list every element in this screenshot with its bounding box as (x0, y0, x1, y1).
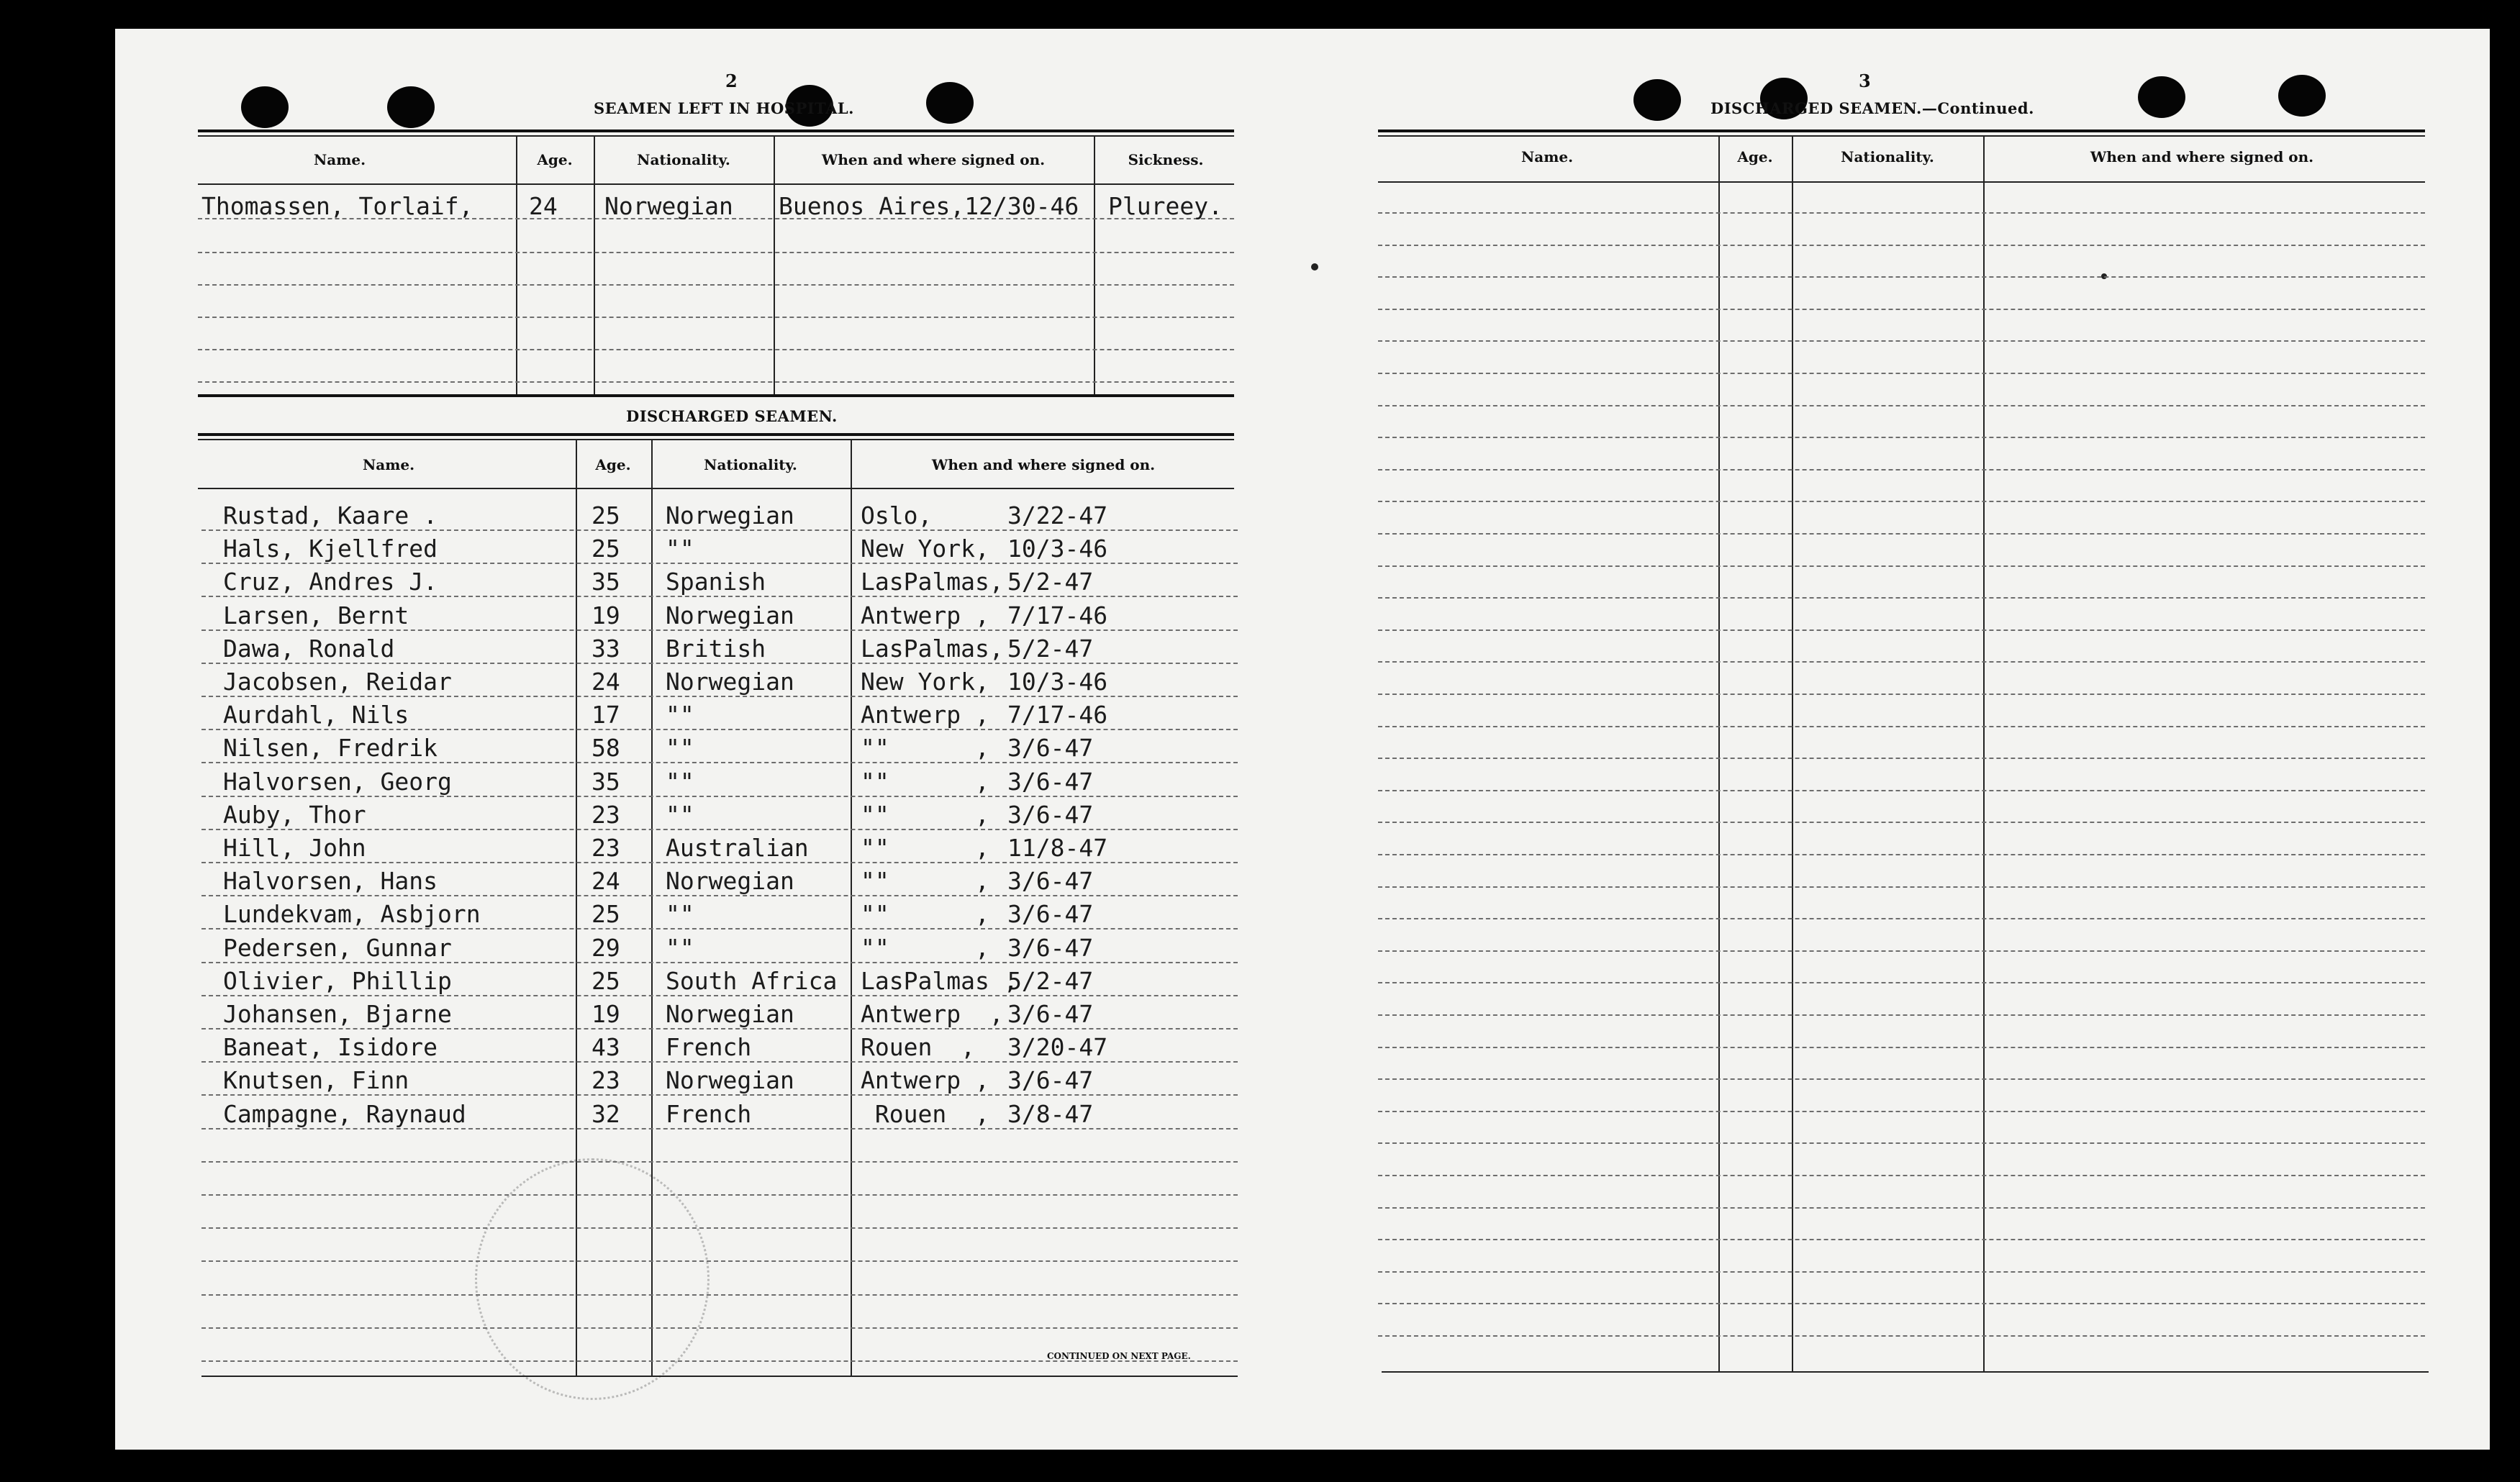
discharged-header-age: Age. (595, 456, 631, 473)
hospital-header-name: Name. (313, 151, 366, 168)
seaman-signed-place: Antwerp , (861, 1000, 1004, 1028)
seaman-signed-place: Antwerp , (861, 601, 989, 629)
seaman-signed-date: 7/17-46 (1007, 701, 1108, 729)
hospital-row-sickness: Plureey. (1108, 192, 1223, 220)
page-number-right: 3 (1859, 71, 1871, 91)
rule (1378, 129, 2425, 132)
seaman-signed-place: "" , (861, 834, 989, 862)
binder-hole (241, 86, 289, 128)
binder-hole (926, 82, 974, 124)
hospital-header-sickness: Sickness. (1128, 151, 1204, 168)
seaman-nationality: Norwegian (666, 668, 794, 696)
col-divider (1094, 137, 1095, 394)
row-line (201, 1194, 1238, 1196)
row-line (1378, 533, 2425, 535)
seaman-name: Lundekvam, Asbjorn (223, 900, 481, 928)
rule (198, 439, 1234, 440)
col-divider (1792, 137, 1793, 1373)
seaman-signed-place: "" , (861, 867, 989, 895)
row-line (201, 895, 1238, 896)
continued-header-signed-on: When and where signed on. (2090, 148, 2314, 165)
seaman-age: 23 (592, 801, 620, 829)
seaman-signed-place: "" , (861, 768, 989, 796)
continued-note: CONTINUED ON NEXT PAGE. (1047, 1351, 1191, 1361)
hospital-row-signed-on: Buenos Aires,12/30-46 (779, 192, 1079, 220)
seaman-nationality: Spanish (666, 568, 766, 596)
row-line (201, 529, 1238, 531)
row-line (1378, 405, 2425, 406)
row-line (1378, 694, 2425, 695)
row-line (1378, 790, 2425, 791)
row-line (1378, 565, 2425, 567)
hospital-header-nationality: Nationality. (637, 151, 730, 168)
seaman-signed-date: 3/6-47 (1007, 768, 1094, 796)
hospital-section-title: SEAMEN LEFT IN HOSPITAL. (594, 99, 854, 117)
row-line (201, 663, 1238, 664)
seaman-age: 23 (592, 834, 620, 862)
row-line (1378, 661, 2425, 663)
row-line (198, 381, 1234, 383)
binder-hole (2278, 75, 2326, 117)
row-line (1378, 1239, 2425, 1240)
discharged-header-name: Name. (362, 456, 415, 473)
seaman-nationality: French (666, 1100, 752, 1128)
row-line (1378, 1303, 2425, 1304)
document-sheet (115, 29, 2490, 1450)
seaman-age: 35 (592, 568, 620, 596)
col-divider (774, 137, 775, 394)
seaman-signed-date: 3/6-47 (1007, 1000, 1094, 1028)
seaman-age: 25 (592, 535, 620, 563)
seaman-nationality: "" (666, 801, 694, 829)
seaman-signed-date: 3/8-47 (1007, 1100, 1094, 1128)
seaman-nationality: Norwegian (666, 1066, 794, 1094)
seaman-name: Cruz, Andres J. (223, 568, 438, 596)
row-line (201, 962, 1238, 963)
rule (1378, 181, 2425, 183)
row-line (1378, 469, 2425, 470)
row-line (201, 729, 1238, 730)
seaman-signed-date: 11/8-47 (1007, 834, 1108, 862)
seaman-name: Dawa, Ronald (223, 635, 395, 663)
col-divider (1983, 137, 1985, 1373)
seaman-name: Rustad, Kaare . (223, 501, 438, 529)
rule (198, 183, 1234, 185)
seaman-signed-place: LasPalmas, (861, 568, 1004, 596)
seaman-nationality: Norwegian (666, 601, 794, 629)
row-line (1378, 501, 2425, 502)
row-line (201, 1028, 1238, 1029)
col-divider (1718, 137, 1720, 1373)
seaman-name: Halvorsen, Hans (223, 867, 438, 895)
row-line (1378, 1078, 2425, 1080)
row-line (1378, 758, 2425, 759)
row-line (201, 629, 1238, 631)
seaman-signed-place: "" , (861, 734, 989, 762)
row-line (1378, 1271, 2425, 1273)
row-line (201, 596, 1238, 597)
row-line (201, 1327, 1238, 1329)
seaman-name: Pedersen, Gunnar (223, 934, 452, 962)
seaman-signed-place: Rouen , (861, 1100, 989, 1128)
seaman-nationality: Norwegian (666, 867, 794, 895)
rule (1382, 1371, 2429, 1373)
row-line (1378, 886, 2425, 888)
seaman-age: 58 (592, 734, 620, 762)
col-divider (594, 137, 595, 394)
seaman-age: 25 (592, 501, 620, 529)
seaman-signed-date: 3/6-47 (1007, 734, 1094, 762)
binder-hole (387, 86, 435, 128)
seaman-signed-date: 3/6-47 (1007, 801, 1094, 829)
seaman-nationality: Australian (666, 834, 809, 862)
seaman-name: Auby, Thor (223, 801, 366, 829)
seaman-age: 33 (592, 635, 620, 663)
seaman-age: 24 (592, 668, 620, 696)
seaman-name: Aurdahl, Nils (223, 701, 409, 729)
row-line (1378, 597, 2425, 599)
row-line (201, 696, 1238, 697)
seaman-name: Johansen, Bjarne (223, 1000, 452, 1028)
col-divider (651, 440, 653, 1377)
discharged-header-nationality: Nationality. (704, 456, 797, 473)
binder-hole (2138, 76, 2185, 118)
row-line (201, 995, 1238, 996)
seaman-signed-place: Rouen , (861, 1033, 975, 1061)
row-line (1378, 1335, 2425, 1337)
col-divider (851, 440, 852, 1377)
seaman-signed-date: 3/20-47 (1007, 1033, 1108, 1061)
row-line (201, 1128, 1238, 1129)
row-line (201, 1294, 1238, 1296)
seaman-signed-place: "" , (861, 934, 989, 962)
row-line (1378, 1207, 2425, 1209)
seaman-signed-place: New York, (861, 535, 989, 563)
row-line (198, 349, 1234, 350)
col-divider (576, 440, 577, 1377)
row-line (1378, 437, 2425, 438)
ink-speck (1311, 263, 1318, 271)
seaman-signed-date: 5/2-47 (1007, 568, 1094, 596)
rule (198, 433, 1234, 436)
seaman-name: Baneat, Isidore (223, 1033, 438, 1061)
seaman-signed-date: 3/6-47 (1007, 867, 1094, 895)
seaman-nationality: "" (666, 934, 694, 962)
seaman-signed-date: 5/2-47 (1007, 967, 1094, 995)
seaman-signed-date: 3/6-47 (1007, 900, 1094, 928)
page-number-left: 2 (725, 71, 738, 91)
seaman-nationality: "" (666, 701, 694, 729)
hospital-header-age: Age. (537, 151, 573, 168)
discharged-continued-title: DISCHARGED SEAMEN.—Continued. (1710, 99, 2034, 117)
seaman-nationality: Norwegian (666, 501, 794, 529)
row-line (201, 1260, 1238, 1262)
row-line (1378, 340, 2425, 342)
row-line (1378, 212, 2425, 214)
row-line (1378, 982, 2425, 983)
seaman-name: Olivier, Phillip (223, 967, 452, 995)
seaman-signed-place: Oslo, (861, 501, 933, 529)
seaman-name: Larsen, Bernt (223, 601, 409, 629)
seaman-nationality: British (666, 635, 766, 663)
row-line (201, 928, 1238, 929)
row-line (201, 829, 1238, 830)
hospital-row-name: Thomassen, Torlaif, (201, 192, 473, 220)
row-line (201, 796, 1238, 797)
seaman-name: Nilsen, Fredrik (223, 734, 438, 762)
row-line (1378, 1175, 2425, 1176)
seaman-signed-place: New York, (861, 668, 989, 696)
seaman-signed-date: 10/3-46 (1007, 535, 1108, 563)
row-line (1378, 822, 2425, 823)
row-line (198, 317, 1234, 318)
rule (198, 394, 1234, 397)
row-line (1378, 1014, 2425, 1016)
seaman-signed-place: Antwerp , (861, 1066, 989, 1094)
binder-hole (1633, 79, 1681, 121)
row-line (1378, 309, 2425, 310)
seaman-signed-date: 3/6-47 (1007, 934, 1094, 962)
continued-header-nationality: Nationality. (1841, 148, 1934, 165)
hospital-row-nationality: Norwegian (604, 192, 733, 220)
seaman-age: 24 (592, 867, 620, 895)
seaman-signed-date: 7/17-46 (1007, 601, 1108, 629)
seaman-signed-date: 3/22-47 (1007, 501, 1108, 529)
row-line (1378, 629, 2425, 631)
row-line (1378, 373, 2425, 374)
rule (198, 135, 1234, 137)
seaman-name: Hals, Kjellfred (223, 535, 438, 563)
seaman-age: 19 (592, 1000, 620, 1028)
row-line (201, 1061, 1238, 1063)
col-divider (516, 137, 517, 394)
continued-header-age: Age. (1737, 148, 1773, 165)
seaman-nationality: "" (666, 900, 694, 928)
seaman-age: 29 (592, 934, 620, 962)
seaman-age: 35 (592, 768, 620, 796)
row-line (1378, 1111, 2425, 1112)
seaman-signed-place: Antwerp , (861, 701, 989, 729)
seaman-nationality: South Africa (666, 967, 838, 995)
seaman-nationality: "" (666, 535, 694, 563)
row-line (1378, 950, 2425, 952)
seaman-signed-date: 10/3-46 (1007, 668, 1108, 696)
seaman-age: 32 (592, 1100, 620, 1128)
seaman-nationality: Norwegian (666, 1000, 794, 1028)
row-line (201, 1094, 1238, 1096)
row-line (1378, 918, 2425, 919)
rule (198, 488, 1234, 489)
seaman-signed-place: "" , (861, 801, 989, 829)
seaman-age: 25 (592, 967, 620, 995)
seaman-nationality: French (666, 1033, 752, 1061)
seaman-name: Campagne, Raynaud (223, 1100, 466, 1128)
hospital-header-signed-on: When and where signed on. (821, 151, 1046, 168)
seaman-age: 17 (592, 701, 620, 729)
seaman-nationality: "" (666, 734, 694, 762)
discharged-header-signed-on: When and where signed on. (931, 456, 1156, 473)
seaman-signed-place: "" , (861, 900, 989, 928)
seaman-signed-date: 5/2-47 (1007, 635, 1094, 663)
seaman-age: 43 (592, 1033, 620, 1061)
seaman-nationality: "" (666, 768, 694, 796)
seaman-age: 19 (592, 601, 620, 629)
row-line (1378, 726, 2425, 727)
rule (1378, 135, 2425, 137)
seaman-name: Hill, John (223, 834, 366, 862)
row-line (1378, 245, 2425, 246)
row-line (1378, 854, 2425, 855)
row-line (1378, 1142, 2425, 1144)
seaman-signed-place: LasPalmas , (861, 967, 1018, 995)
row-line (201, 762, 1238, 763)
rule (198, 129, 1234, 132)
seaman-name: Jacobsen, Reidar (223, 668, 452, 696)
rule (201, 1376, 1238, 1377)
seaman-signed-place: LasPalmas, (861, 635, 1004, 663)
row-line (201, 563, 1238, 564)
row-line (201, 1161, 1238, 1163)
seaman-age: 25 (592, 900, 620, 928)
seaman-age: 23 (592, 1066, 620, 1094)
row-line (201, 862, 1238, 863)
seaman-name: Halvorsen, Georg (223, 768, 452, 796)
row-line (198, 252, 1234, 253)
row-line (198, 284, 1234, 286)
hospital-row-age: 24 (529, 192, 558, 220)
row-line (1378, 1047, 2425, 1048)
discharged-section-title: DISCHARGED SEAMEN. (626, 407, 838, 425)
continued-header-name: Name. (1520, 148, 1574, 165)
seaman-signed-date: 3/6-47 (1007, 1066, 1094, 1094)
row-line (1378, 276, 2425, 278)
seaman-name: Knutsen, Finn (223, 1066, 409, 1094)
row-line (201, 1227, 1238, 1229)
